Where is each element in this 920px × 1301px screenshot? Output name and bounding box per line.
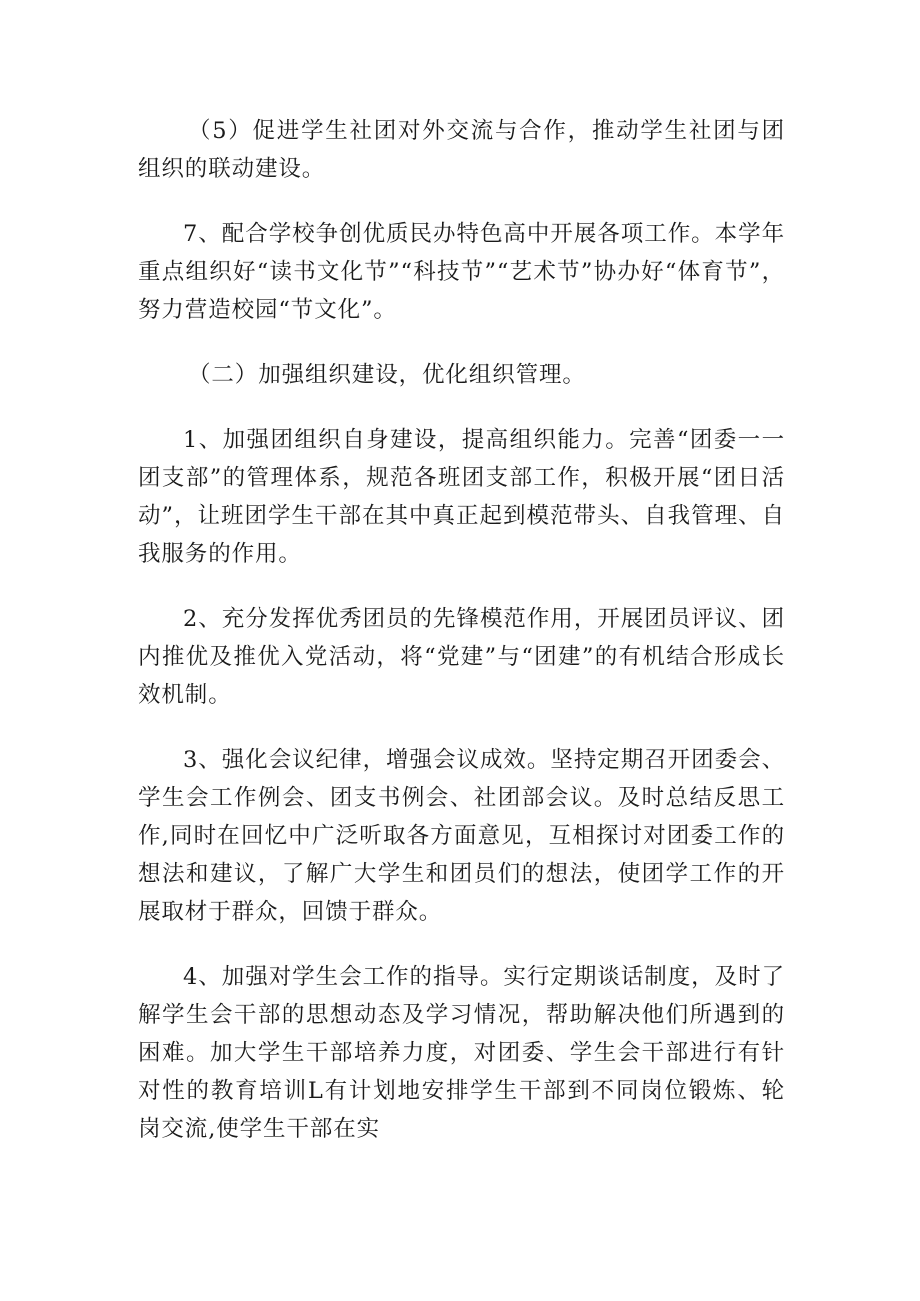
paragraph-section-heading: （二）加强组织建设，优化组织管理。	[188, 362, 586, 388]
paragraph-student-union-guidance: 4、加强对学生会工作的指导。实行定期谈话制度，及时了解学生会干部的思想动态及学习情况，帮助解决他们所遇到的困难。加大学生干部培养力度，对团委、学生会干部进行有针对性的教育培训L有计划地安排学生干部到不同岗位锻炼、轮岗交流,使学生干部在实	[138, 964, 785, 1142]
paragraph-festival-work: 7、配合学校争创优质民办特色高中开展各项工作。本学年重点组织好“读书文化节”“科技节”“艺术节”协办好“体育节”，努力营造校园“节文化”。	[138, 221, 785, 323]
paragraph-organization-building: 1、加强团组织自身建设，提高组织能力。完善“团委一一团支部”的管理体系，规范各班团支部工作，积极开展“团日活动”，让班团学生干部在其中真正起到模范带头、自我管理、自我服务的作用。	[138, 427, 785, 567]
paragraph-meeting-discipline: 3、强化会议纪律，增强会议成效。坚持定期召开团委会、学生会工作例会、团支书例会、社团部会议。及时总结反思工作,同时在回忆中广泛听取各方面意见，互相探讨对团委工作的想法和建议，了解广大学生和团员们的想法，使团学工作的开展取材于群众，回馈于群众。	[138, 747, 785, 925]
paragraph-outstanding-members: 2、充分发挥优秀团员的先锋模范作用，开展团员评议、团内推优及推优入党活动，将“党建”与“团建”的有机结合形成长效机制。	[138, 606, 785, 708]
paragraph-club-exchange: （5）促进学生社团对外交流与合作，推动学生社团与团组织的联动建设。	[138, 118, 785, 182]
